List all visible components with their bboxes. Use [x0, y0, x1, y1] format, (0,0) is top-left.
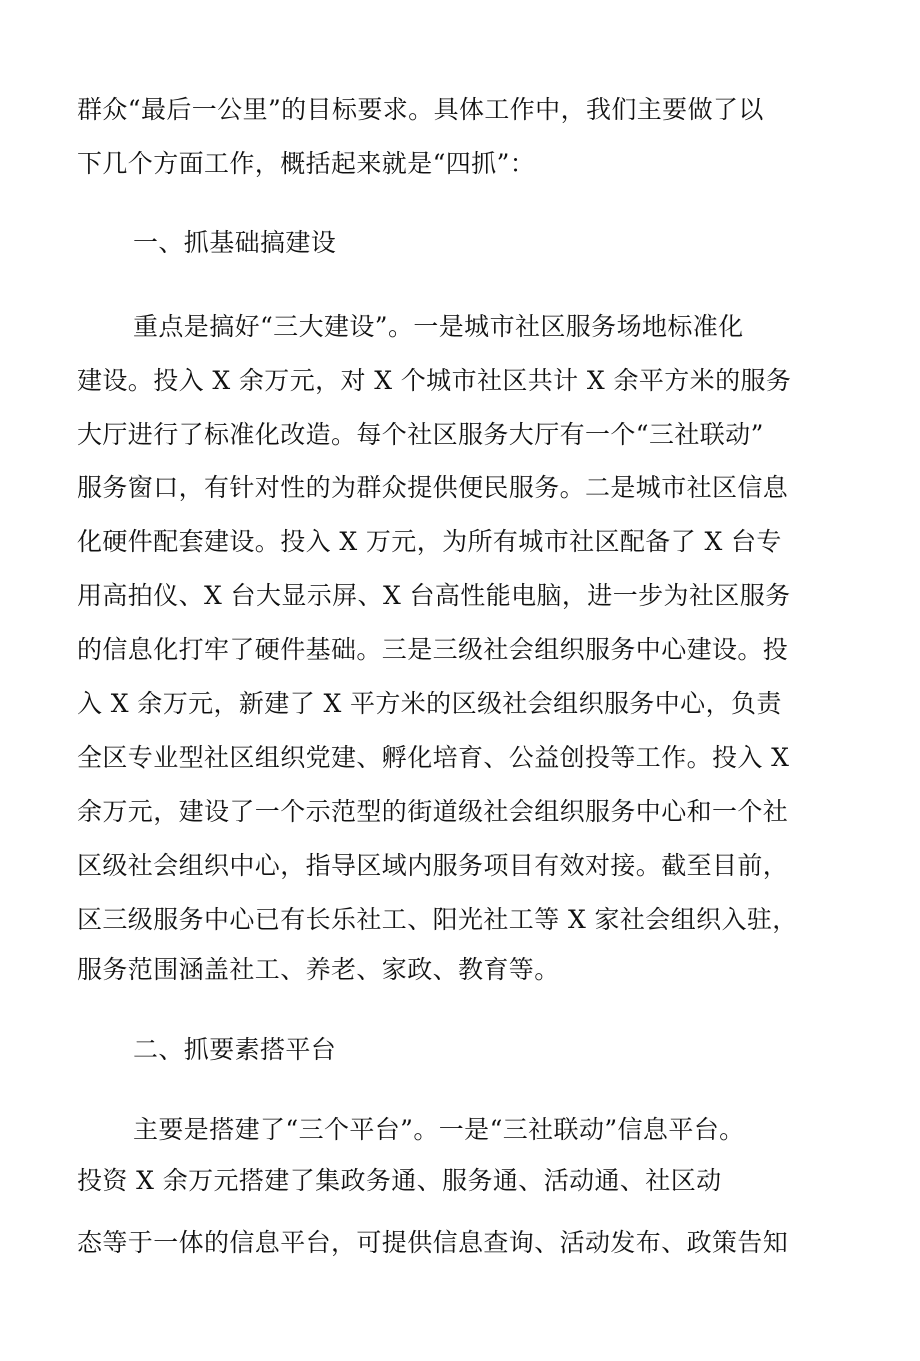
paragraph-line: 余万元，建设了一个示范型的街道级社会组织服务中心和一个社 — [77, 797, 789, 826]
paragraph-line: 重点是搞好“三大建设”。一是城市社区服务场地标准化 — [133, 312, 744, 341]
paragraph-line: 区级社会组织中心，指导区域内服务项目有效对接。截至目前， — [77, 851, 789, 880]
intro-line: 群众“最后一公里”的目标要求。具体工作中，我们主要做了以 — [77, 95, 764, 124]
paragraph-line: 态等于一体的信息平台，可提供信息查询、活动发布、政策告知 — [77, 1228, 789, 1257]
paragraph-line: 全区专业型社区组织党建、孵化培育、公益创投等工作。投入 X — [77, 743, 790, 772]
section-heading-1: 一、抓基础搞建设 — [133, 228, 337, 257]
paragraph-line: 主要是搭建了“三个平台”。一是“三社联动”信息平台。 — [133, 1115, 745, 1144]
paragraph-line: 用高拍仪、X 台大显示屏、X 台高性能电脑，进一步为社区服务 — [77, 581, 791, 610]
paragraph-line: 大厅进行了标准化改造。每个社区服务大厅有一个“三社联动” — [77, 420, 764, 449]
paragraph-line: 服务范围涵盖社工、养老、家政、教育等。 — [77, 955, 560, 984]
paragraph-line: 投资 X 余万元搭建了集政务通、服务通、活动通、社区动 — [77, 1166, 722, 1195]
paragraph-line: 区三级服务中心已有长乐社工、阳光社工等 X 家社会组织入驻， — [77, 905, 798, 934]
section-heading-2: 二、抓要素搭平台 — [133, 1035, 337, 1064]
paragraph-line: 的信息化打牢了硬件基础。三是三级社会组织服务中心建设。投 — [77, 635, 789, 664]
paragraph-line: 服务窗口，有针对性的为群众提供便民服务。二是城市社区信息 — [77, 473, 789, 502]
paragraph-line: 化硬件配套建设。投入 X 万元，为所有城市社区配备了 X 台专 — [77, 527, 782, 556]
paragraph-line: 建设。投入 X 余万元，对 X 个城市社区共计 X 余平方米的服务 — [77, 366, 792, 395]
paragraph-line: 入 X 余万元，新建了 X 平方米的区级社会组织服务中心，负责 — [77, 689, 782, 718]
intro-line: 下几个方面工作，概括起来就是“四抓”： — [77, 149, 536, 178]
